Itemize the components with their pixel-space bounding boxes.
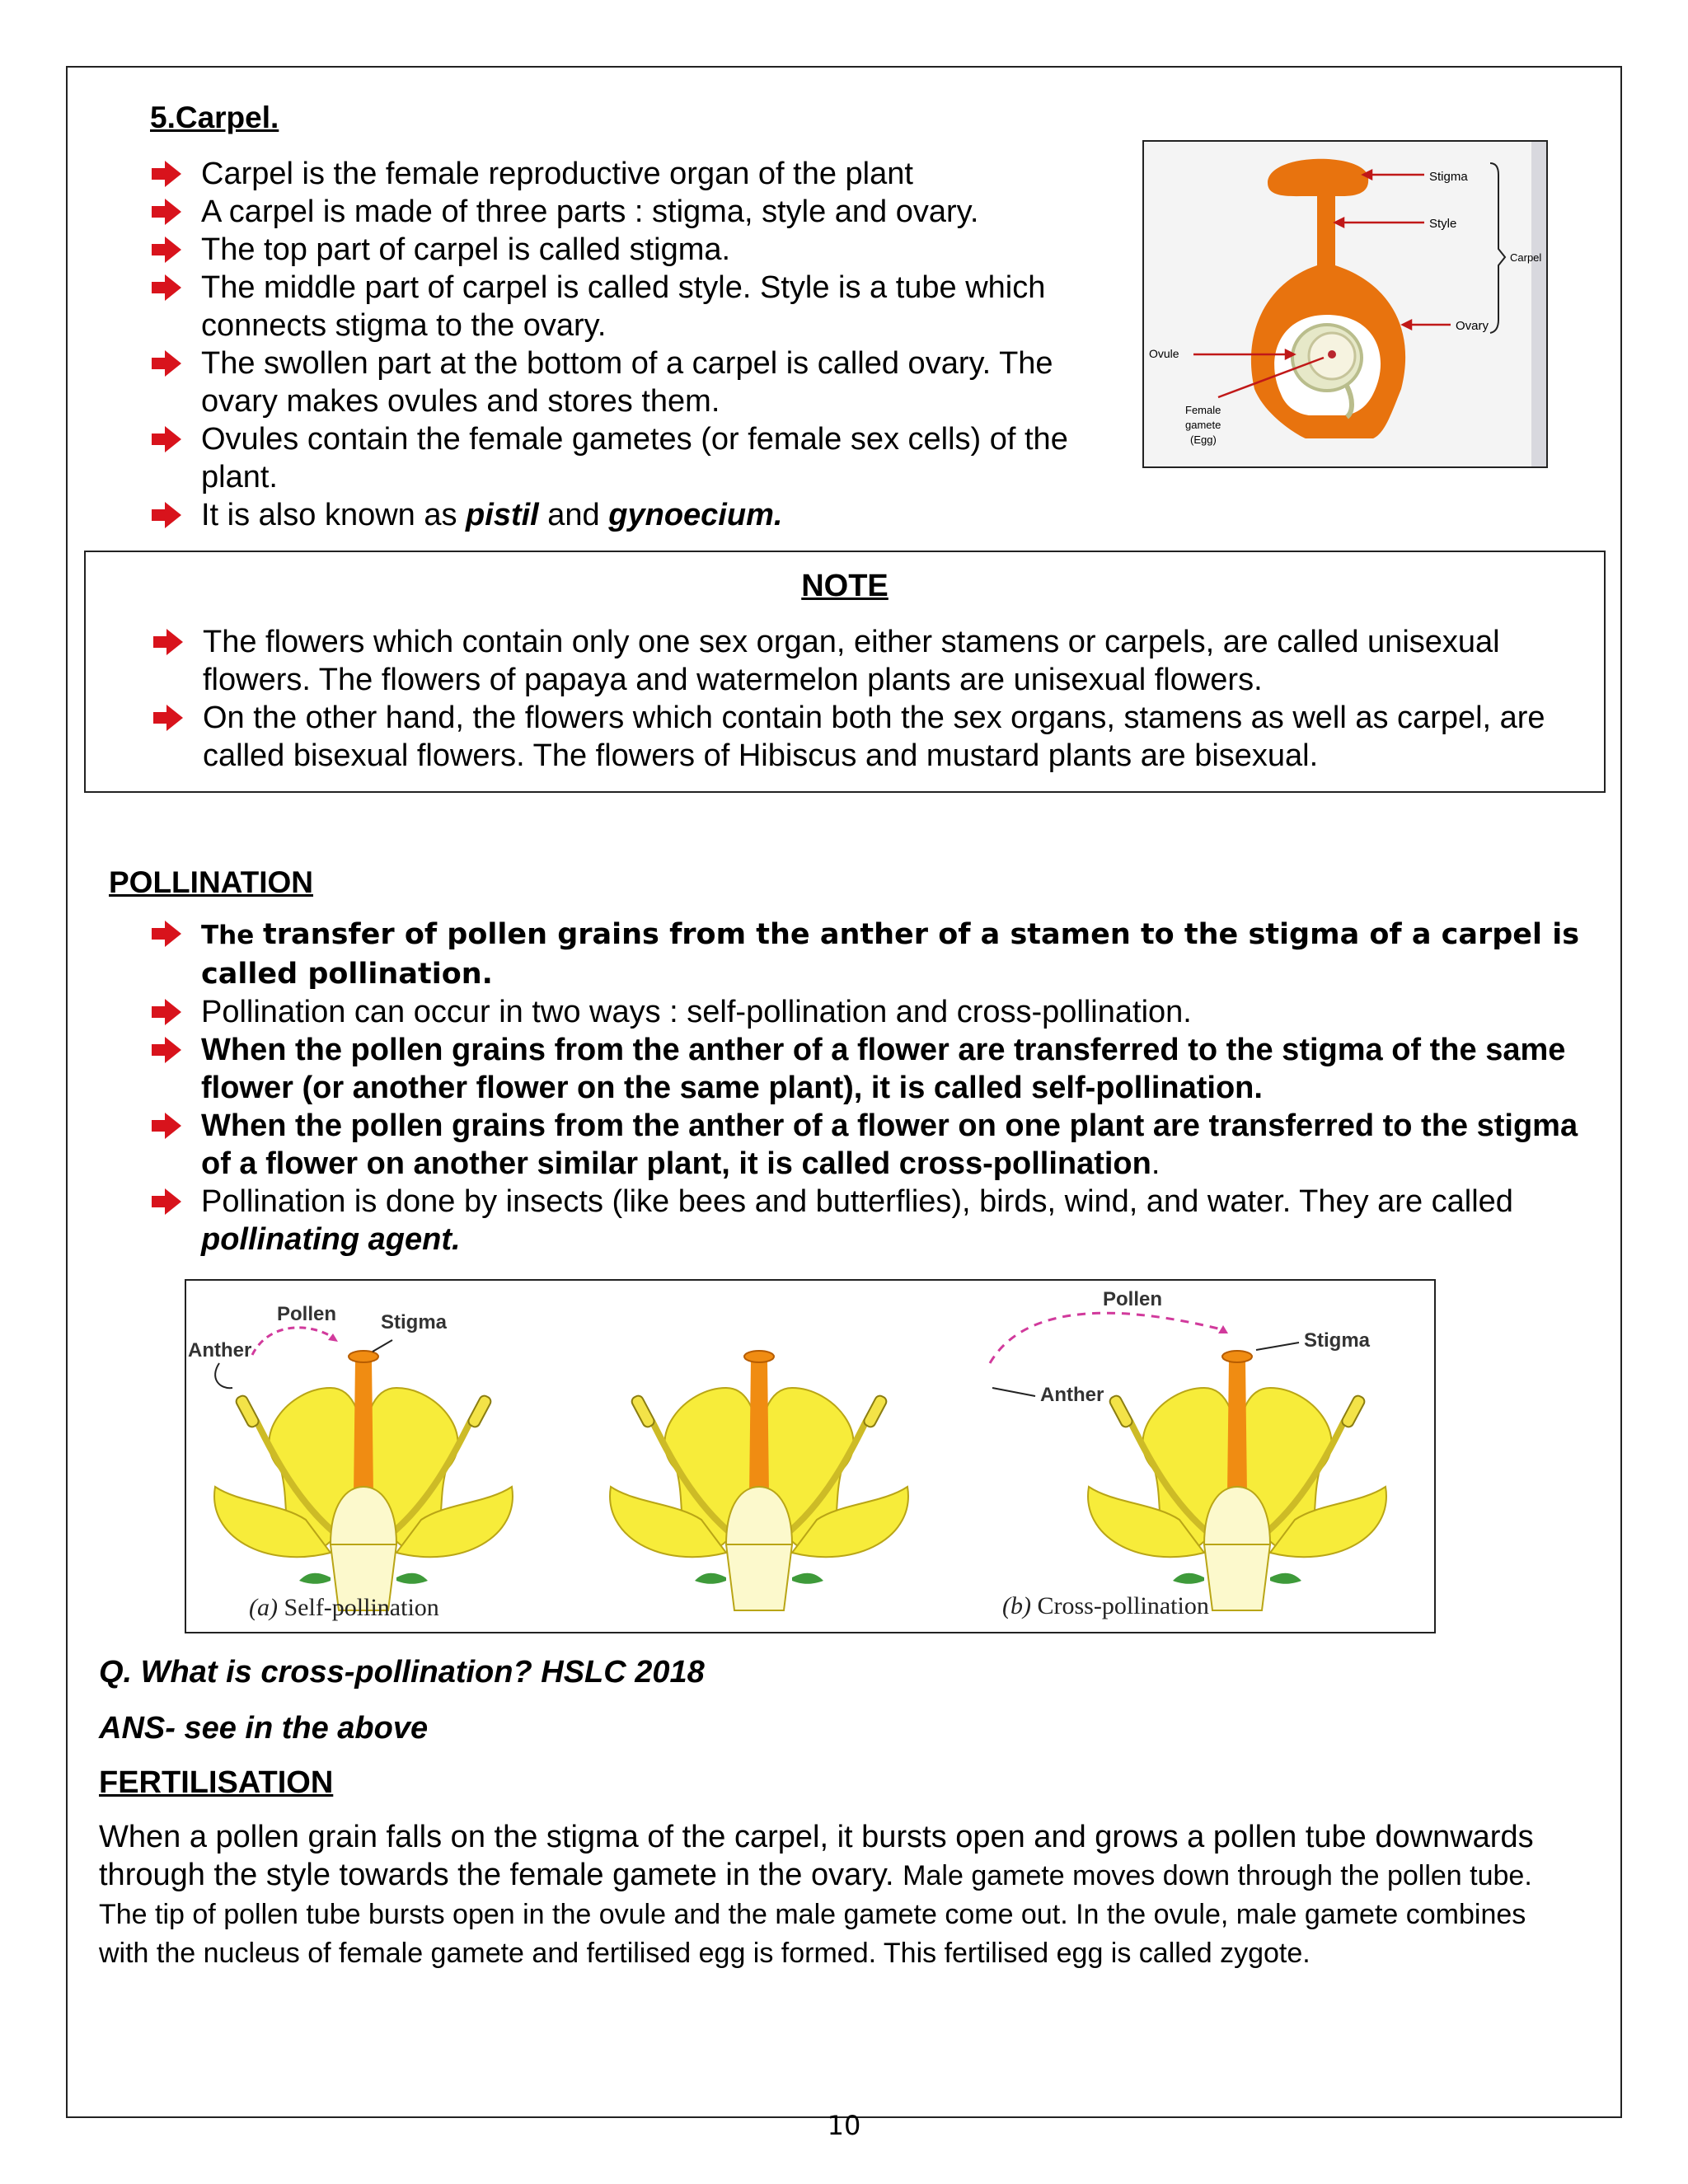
list-item: The flowers which contain only one sex organ, either stamens or carpels, are called unisexual flowers. The flowers of papaya and watermelon plants are unisexual flowers. — [152, 623, 1586, 699]
arrow-bullet-icon — [150, 997, 183, 1027]
arrow-bullet-icon — [152, 703, 185, 733]
pollination-illustration — [186, 1281, 1434, 1632]
label-gamete: gamete — [1185, 419, 1221, 431]
list-item: A carpel is made of three parts : stigma, style and ovary. — [150, 193, 1131, 231]
note-list — [152, 623, 1586, 775]
list-item: Ovules contain the female gametes (or female sex cells) of the plant. — [150, 420, 1131, 496]
label-egg: (Egg) — [1190, 434, 1217, 446]
fertilisation-heading: FERTILISATION — [99, 1765, 334, 1800]
caption-cross: (b) Cross-pollination — [1002, 1592, 1209, 1619]
list-item: The swollen part at the bottom of a carpel is called ovary. The ovary makes ovules and stores them. — [150, 344, 1131, 420]
term-gynoecium: gynoecium. — [608, 498, 783, 532]
list-item: The top part of carpel is called stigma. — [150, 231, 1131, 269]
list-item: It is also known as pistil and gynoecium. — [150, 496, 1131, 534]
term-pollinating-agent: pollinating agent. — [201, 1222, 461, 1257]
label-ovary: Ovary — [1456, 319, 1489, 333]
arrow-bullet-icon — [150, 919, 183, 949]
arrow-bullet-icon — [150, 235, 183, 265]
note-title: NOTE — [801, 569, 889, 603]
list-item: Pollination is done by insects (like bees and butterflies), birds, wind, and water. They are called pollinating agent. — [150, 1183, 1601, 1258]
arrow-bullet-icon — [150, 159, 183, 189]
list-item: Carpel is the female reproductive organ of the plant — [150, 155, 1131, 193]
pollination-figure — [185, 1279, 1436, 1633]
note-box — [84, 551, 1606, 793]
arrow-bullet-icon — [150, 273, 183, 302]
list-item: When the pollen grains from the anther of a flower on one plant are transferred to the stigma of a flower on another similar plant, it is called cross-pollination. — [150, 1107, 1601, 1183]
label-stigma: Stigma — [1429, 170, 1468, 184]
carpel-heading: 5.Carpel. — [150, 101, 279, 134]
carpel-diagram — [1142, 140, 1548, 468]
arrow-bullet-icon — [150, 197, 183, 227]
pollination-heading: POLLINATION — [109, 865, 314, 899]
list-item: Pollination can occur in two ways : self-pollination and cross-pollination. — [150, 993, 1601, 1031]
label-stigma: Stigma — [381, 1311, 448, 1333]
label-anther-b: Anther — [1040, 1384, 1104, 1406]
arrow-bullet-icon — [150, 1187, 183, 1216]
label-ovule: Ovule — [1149, 347, 1179, 360]
arrow-bullet-icon — [150, 500, 183, 530]
list-item: When the pollen grains from the anther of a flower are transferred to the stigma of the same flower (or another flower on the same plant), it is called self-pollination. — [150, 1031, 1601, 1107]
list-item: The transfer of pollen grains from the anther of a stamen to the stigma of a carpel is called pollination. — [150, 915, 1601, 993]
label-stigma-b: Stigma — [1304, 1329, 1371, 1352]
carpel-illustration — [1144, 142, 1546, 466]
list-item: The middle part of carpel is called style. Style is a tube which connects stigma to the ovary. — [150, 269, 1131, 344]
arrow-bullet-icon — [152, 627, 185, 657]
arrow-bullet-icon — [150, 349, 183, 378]
arrow-bullet-icon — [150, 424, 183, 454]
question: Q. What is cross-pollination? HSLC 2018 — [99, 1655, 705, 1690]
carpel-list — [150, 155, 1131, 534]
label-style: Style — [1429, 217, 1457, 231]
label-female: Female — [1185, 404, 1221, 416]
arrow-bullet-icon — [150, 1035, 183, 1065]
caption-self: (a) Self-pollination — [249, 1594, 439, 1621]
label-pollen: Pollen — [277, 1303, 337, 1325]
answer: ANS- see in the above — [99, 1711, 429, 1746]
list-item: On the other hand, the flowers which contain both the sex organs, stamens as well as carpel, are called bisexual flowers. The flowers of Hibiscus and mustard plants are bisexual. — [152, 699, 1586, 775]
label-anther: Anther — [188, 1339, 252, 1361]
arrow-bullet-icon — [150, 1111, 183, 1141]
fertilisation-paragraph: When a pollen grain falls on the stigma of the carpel, it bursts open and grows a pollen tube downwards through the style towards the female gamete in the ovary. Male gamete moves down through the pollen tube. The tip of pollen tube bursts open in the ovule and the male gamete come out. In the ovule, male gamete combines with the nucleus of female gamete and fertilised egg is formed. This fertilised egg is called zygote. — [99, 1820, 1534, 1969]
pollination-list — [150, 915, 1601, 1258]
page-number: 10 — [827, 2110, 861, 2141]
term-pistil: pistil — [466, 498, 539, 532]
label-pollen-b: Pollen — [1103, 1288, 1163, 1310]
label-carpel: Carpel — [1510, 251, 1542, 264]
